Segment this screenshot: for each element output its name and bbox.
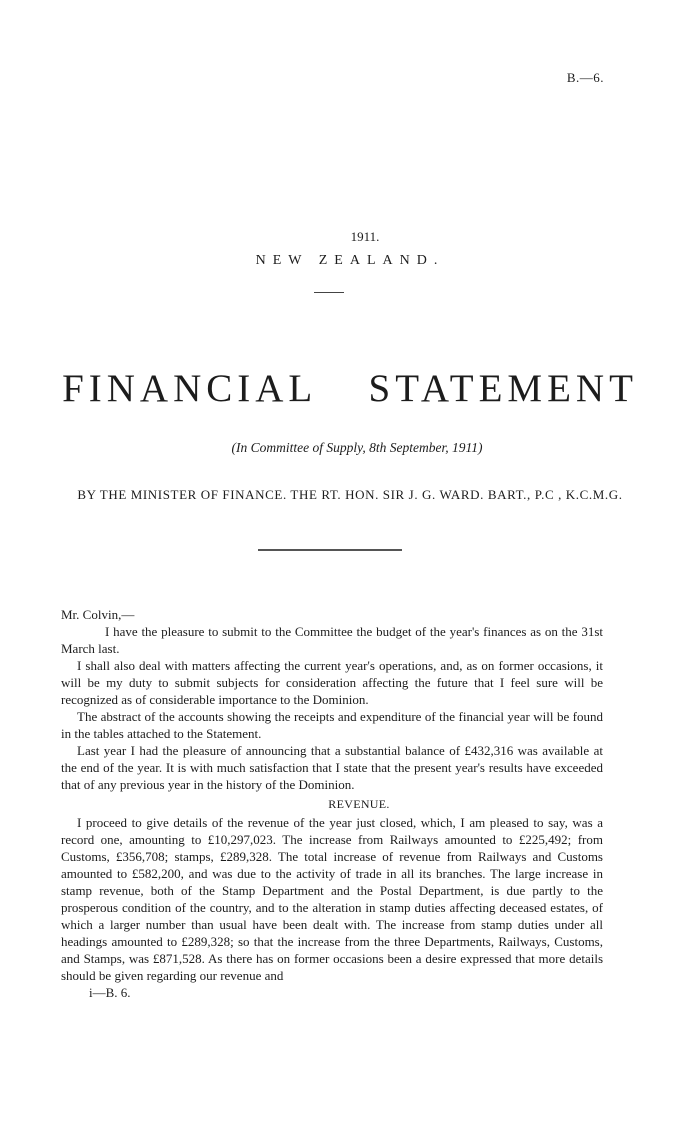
paragraph: I shall also deal with matters affecting the current year's operations, and, as on former occasions, it will be my duty to submit subjects for consideration affecting the future that I feel sure will be recognized as of considerable importance to the Dominion. — [61, 658, 603, 707]
paragraph: I proceed to give details of the revenue of the year just closed, which, I am pleased to say, was a record one, amounting to £10,297,023. The increase from Railways amounted to £225,492; from Customs, £356,708; stamps, £289,328. The total increase of revenue from Railways and Customs amounted to £582,200, and was due to the activity of trade in all its branches. The large increase in stamp revenue, both of the Stamp Department and the Postal Department, is due partly to the prosperous condition of the country, and to the alteration in stamp duties affecting deceased estates, of which a larger number than usual have been dealt with. The increase from stamp duties under all headings amounted to £289,328; so that the increase from the three Departments, Railways, Customs, and Stamps, was £871,528. As there has on former occasions been a desire expressed that more details should be given regarding our revenue and — [61, 815, 603, 983]
short-divider — [314, 292, 344, 293]
salutation: Mr. Colvin,— — [61, 607, 135, 622]
paragraph: Last year I had the pleasure of announcing that a substantial balance of £432,316 was available at the end of the year. It is with much satisfaction that I state that the present year's results have exceeded that of any previous year in the history of the Dominion. — [61, 743, 603, 792]
page-reference: B.—6. — [566, 70, 604, 85]
paragraph: I have the pleasure to submit to the Committee the budget of the year's finances as on the 31st March last. — [61, 624, 603, 656]
statement-body — [61, 606, 603, 1001]
long-divider — [258, 549, 402, 551]
sheet-signature: i—B. 6. — [89, 985, 131, 1000]
minister-byline: BY THE MINISTER OF FINANCE. THE RT. HON. SIR J. G. WARD. BART., P.C , K.C.M.G. — [77, 487, 623, 502]
document-year: 1911. — [350, 229, 380, 244]
document-subtitle: (In Committee of Supply, 8th September, 1911) — [231, 440, 483, 455]
document-title: FINANCIAL STATEMENT — [62, 367, 638, 410]
paragraph: The abstract of the accounts showing the receipts and expenditure of the financial year will be found in the tables attached to the Statement. — [61, 709, 603, 741]
country-heading: NEW ZEALAND. — [255, 253, 445, 268]
revenue-heading: REVENUE. — [328, 797, 390, 811]
